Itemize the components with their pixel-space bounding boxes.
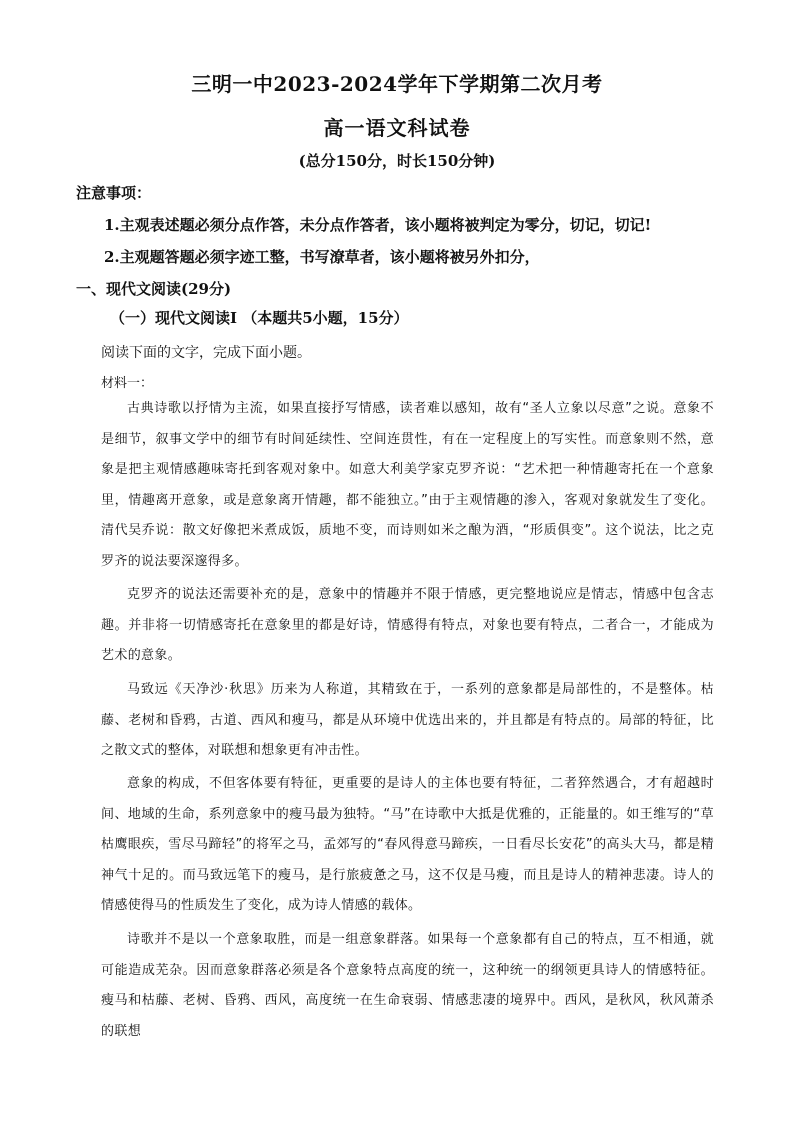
passage-paragraph: 古典诗歌以抒情为主流，如果直接抒写情感，读者难以感知，故有“圣人立象以尽意”之说。意象不是细节，叙事文学中的细节有时间延续性、空间连贯性，有在一定程度上的写实性。而意象则不然，意象是把主观情感趣味寄托到客观对象中。如意大利美学家克罗齐说：“艺术把一种情趣寄托在一个意象里，情趣离开意象，或是意象离开情趣，都不能独立。”由于主观情趣的渗入，客观对象就发生了变化。清代吴乔说：散文好像把米煮成饭，质地不变，而诗则如米之酿为酒，“形质俱变”。这个说法，比之克罗齐的说法要深邃得多。 [101,401,714,569]
exam-info: (总分150分，时长150分钟) [298,152,496,170]
section-heading: 一、现代文阅读(29分) [76,280,232,298]
passage-paragraph: 诗歌并不是以一个意象取胜，而是一组意象群落。如果每一个意象都有自己的特点，互不相通，就可能造成芜杂。因而意象群落必须是各个意象特点高度的统一，这种统一的纲领更具诗人的情感特征。瘦马和枯藤、老树、昏鸦、西风，高度统一在生命衰弱、情感悲凄的境界中。西风，是秋风，秋风萧杀的联想 [101,932,714,1039]
material-label: 材料一： [101,376,154,391]
exam-title: 三明一中2023-2024学年下学期第二次月考 [191,72,603,96]
passage-paragraph: 意象的构成，不但客体要有特征，更重要的是诗人的主体也要有特征，二者猝然遇合，才有超越时间、地域的生命，系列意象中的瘦马最为独特。“马”在诗歌中大抵是优雅的，正能量的。如王维写的“草枯鹰眼疾，雪尽马蹄轻”的将军之马，孟郊写的“春风得意马蹄疾，一日看尽长安花”的高头大马，都是精神气十足的。而马致远笔下的瘦马，是行旅疲惫之马，这不仅是马瘦，而且是诗人的精神悲凄。诗人的情感使得马的性质发生了变化，成为诗人情感的载体。 [101,776,714,914]
note-item-2: 2.主观题答题必须字迹工整，书写潦草者，该小题将被另外扣分， [104,248,540,266]
note-item-1: 1.主观表述题必须分点作答，未分点作答者，该小题将被判定为零分，切记，切记! [104,216,652,234]
passage-paragraph: 克罗齐的说法还需要补充的是，意象中的情趣并不限于情感，更完整地说应是情志，情感中包含志趣。并非将一切情感寄托在意象里的都是好诗，情感得有特点，对象也要有特点，二者合一，才能成为艺术的意象。 [101,587,714,664]
section-subheading: （一）现代文阅读Ⅰ （本题共5小题，15分） [110,309,409,327]
exam-subtitle: 高一语文科试卷 [323,116,471,140]
reading-instruction: 阅读下面的文字，完成下面小题。 [101,345,311,361]
passage-paragraph: 马致远《天净沙·秋思》历来为人称道，其精致在于，一系列的意象都是局部性的，不是整体。枯藤、老树和昏鸦，古道、西风和瘦马，都是从环境中优选出来的，并且都是有特点的。局部的特征，比之散文式的整体，对联想和想象更有冲击性。 [101,682,714,759]
notes-heading: 注意事项： [76,184,152,202]
